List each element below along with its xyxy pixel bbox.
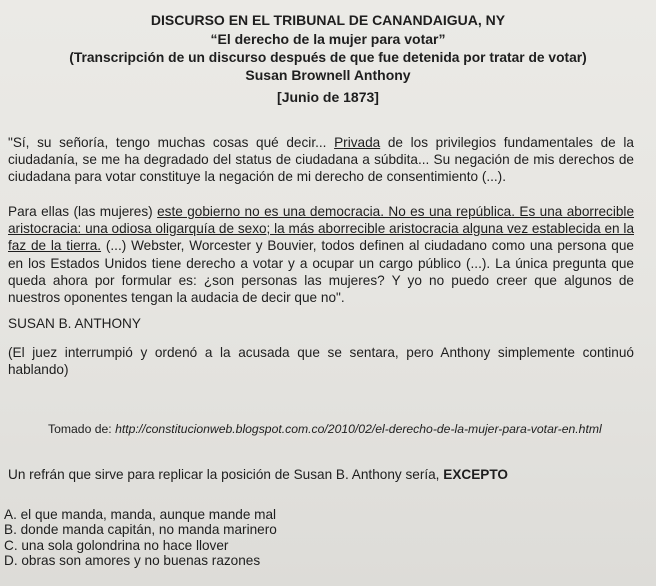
question-text bbox=[8, 466, 648, 483]
paragraph-1-part-1: "Sí, su señoría, tengo muchas cosas qué decir... bbox=[8, 135, 335, 150]
option-a-letter: A. bbox=[4, 507, 17, 522]
question-body: Un refrán que sirve para replicar la posición de Susan B. Anthony sería, bbox=[8, 467, 444, 482]
paragraph-1-part-2: de los privilegios fundamentales de la ciudadanía, se me ha degradado del status de ciudadana a súbdita... Su negación de mis derechos de ciudadana para votar constituye la negación de mi derecho de consentimiento (...). bbox=[8, 135, 634, 185]
document-note: (Transcripción de un discurso después de que fue detenida por tratar de votar) bbox=[69, 50, 587, 65]
speech-paragraph-1 bbox=[8, 134, 634, 186]
option-c-text: una sola golondrina no hace llover bbox=[17, 537, 229, 553]
source-label: Tomado de: bbox=[48, 422, 116, 436]
document-date: [Junio de 1873] bbox=[277, 89, 379, 105]
source-citation bbox=[48, 421, 648, 437]
question-emphasis: EXCEPTO bbox=[443, 467, 508, 482]
option-b-letter: B. bbox=[4, 522, 17, 538]
option-c-letter: C. bbox=[4, 537, 18, 553]
paragraph-1-underlined: Privada bbox=[334, 135, 381, 150]
answer-options bbox=[4, 507, 644, 569]
option-d-letter: D. bbox=[4, 553, 18, 569]
document-title: DISCURSO EN EL TRIBUNAL DE CANANDAIGUA, NY bbox=[150, 12, 506, 28]
option-d-text: obras son amores y no buenas razones bbox=[17, 553, 261, 569]
speech-paragraph-3: (El juez interrumpió y ordenó a la acusada que se sentara, pero Anthony simplemente continuó hablando) bbox=[8, 345, 634, 378]
option-b-text: donde manda capitán, no manda marinero bbox=[16, 522, 277, 538]
document-author: Susan Brownell Anthony bbox=[245, 67, 411, 83]
document-subtitle: “El derecho de la mujer para votar” bbox=[210, 31, 446, 47]
speech-paragraph-2 bbox=[8, 203, 634, 306]
speech-signature: SUSAN B. ANTHONY bbox=[8, 316, 141, 331]
option-a[interactable] bbox=[4, 507, 644, 522]
paragraph-2-part-1: Para ellas (las mujeres) bbox=[8, 204, 158, 219]
paragraph-2-part-2: (...) Webster, Worcester y Bouvier, todos definen al ciudadano como una persona que en los Estados Unidos tiene derecho a votar y a ocupar un cargo público (...). La única pregunta que queda ahora por formular es: ¿son personas las mujeres? Y yo no puedo creer que algunos de nuestros oponentes tengan la audacia de decir que no". bbox=[8, 238, 634, 306]
option-b[interactable] bbox=[4, 522, 644, 537]
paragraph-2-underlined: este gobierno no es una democracia. No es una república. Es una aborrecible aristocracia: una odiosa oligarquía de sexo; la más aborrecible aristocracia alguna vez establecida en la faz de la tierra. bbox=[8, 204, 635, 254]
option-c[interactable] bbox=[4, 538, 644, 553]
option-d[interactable] bbox=[4, 553, 644, 568]
option-a-text: el que manda, manda, aunque mande mal bbox=[16, 507, 277, 522]
source-url: http://constitucionweb.blogspot.com.co/2010/02/el-derecho-de-la-mujer-para-votar-en.html bbox=[115, 422, 602, 436]
